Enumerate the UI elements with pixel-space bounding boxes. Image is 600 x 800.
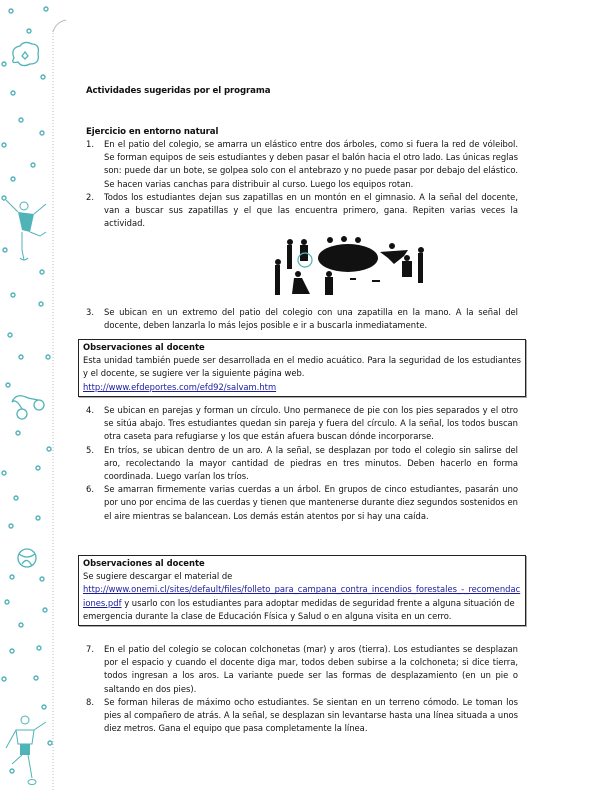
list-item: 6. Se amarran firmemente varias cuerdas a un árbol. En grupos de cinco estudiantes, pasarán uno por uno por encima de las cuerdas y tienen que mantenerse durante diez segundos sostenidos en el aire mientras se balancean. Los demás están atentos por si hay una caída. — [86, 484, 518, 521]
activity-list-part4 — [86, 643, 518, 735]
list-item: 7. En el patio del colegio se colocan colchonetas (mar) y aros (tierra). Los estudiantes se desplazan por el espacio y cuando el docente diga mar, todos deben subirse a la colchoneta; si dice tierra, todos ingresan a los aros. La variante puede ser las formas de desplazamiento (en un pie o saltando en dos pies). — [86, 644, 518, 694]
section-title: Actividades sugeridas por el programa — [86, 86, 271, 96]
cherries-doodle-icon — [12, 396, 44, 419]
observation-text: Se sugiere descargar el material de http://www.onemi.cl/sites/default/files/folleto_para_campana_contra_incendios_forestales_-_recomendaciones.pdf y usarlo con los estudiantes para adoptar medidas de seguridad frente a alguna situación de emergencia durante la clase de Educación Física y Salud o en alguna visita en un cerro. — [83, 571, 521, 621]
decorative-margin — [0, 0, 70, 800]
activity-list-part2 — [86, 306, 518, 332]
onemi-pdf-link[interactable]: http://www.onemi.cl/sites/default/files/folleto_para_campana_contra_incendios_forestales_-_recomendaciones.pdf — [83, 584, 521, 608]
observation-text: Esta unidad también puede ser desarrollada en el medio acuático. Para la seguridad de los estudiantes y el docente, se sugiere ver la siguiente página web. — [83, 355, 521, 379]
efdeportes-link[interactable]: http://www.efdeportes.com/efd92/salvam.htm — [83, 381, 277, 392]
group-of-students-silhouette-icon — [268, 236, 428, 302]
list-item: 3. Se ubican en un extremo del patio del colegio con una zapatilla en la mano. A la señal del docente, deben lanzarla lo más lejos posible e ir a buscarla inmediatamente. — [86, 307, 518, 331]
teacher-observation-box — [78, 339, 526, 397]
list-item: 8. Se forman hileras de máximo ocho estudiantes. Se sientan en un terreno cómodo. Le toman los pies al compañero de atrás. A la señal, se desplazan sin levantarse hasta una línea situada a unos diez metros. Gana el equipo que pasa completamente la línea. — [86, 696, 518, 734]
jumping-girl-icon — [6, 200, 46, 260]
scattered-dots-icon — [2, 7, 52, 773]
ball-doodle-icon — [18, 549, 36, 567]
list-item: 1. En el patio del colegio, se amarra un elástico entre dos árboles, como si fuera la red de vóleibol. Se forman equipos de seis estudiantes y deben pasar el balón hacia el otro lado. Las únicas reglas son: puede dar un bote, se golpea solo con el antebrazo y no puede pasar por debajo del elástico. Se hacen varias canchas para distribuir al curso. Luego los equipos rotan. — [86, 139, 518, 189]
list-item: 2. Todos los estudiantes dejan sus zapatillas en un montón en el gimnasio. A la señal del docente, van a buscar sus zapatillas y el que las encuentra primero, gana. Repiten varias veces la actividad. — [86, 191, 518, 229]
teacher-observation-box — [78, 555, 526, 626]
running-boy-icon — [6, 716, 46, 785]
activity-list-part1 — [86, 138, 518, 230]
observation-title: Observaciones al docente — [83, 558, 205, 568]
list-item: 5. En tríos, se ubican dentro de un aro. A la señal, se desplazan por todo el colegio sin salirse del aro, recolectando la mayor cantidad de piedras en tres minutos. Deben hacerlo en forma coordinada. Luego varían los tríos. — [86, 444, 518, 482]
subsection-title: Ejercicio en entorno natural — [86, 127, 219, 137]
activity-list-part3 — [86, 404, 518, 523]
list-item: 4. Se ubican en parejas y forman un círculo. Uno permanece de pie con los pies separados y el otro se sitúa abajo. Tres estudiantes quedan sin pareja y fuera del círculo. A la señal, los todos buscan otra caseta para refugiarse y los que están afuera buscan dónde incorporarse. — [86, 405, 518, 442]
observation-title: Observaciones al docente — [83, 342, 205, 352]
flower-doodle-icon — [13, 42, 39, 65]
